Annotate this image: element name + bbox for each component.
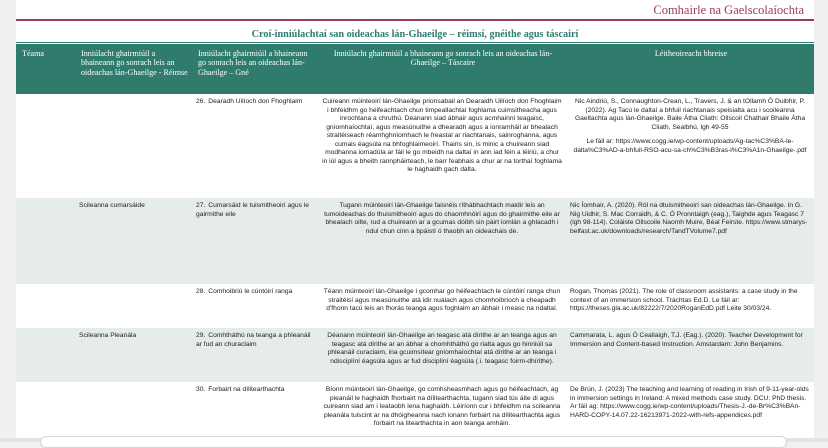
cell-theme — [16, 284, 75, 328]
reading-link: Le fáil ar: https://www.cogg.ie/wp-content/uploads/Ag-tac%C3%BA-le-dalta%C3%AD-a-bhfuil-RSO-acu-sa-ch%C3%B3ras-l%C3%A1n-Ghaeilge-.pdf — [573, 138, 807, 154]
cell-aspect — [192, 94, 318, 198]
cell-reading: Nic Íomhair, A. (2020). Ról na dtuismitheoirí san oideachas lán-Ghaeilge. In G. Nig Uidhir, S. Mac Corraidh, & C. Ó Pronntaigh (eag.), Taighde agus Teagasc 7 (lgh 98-114). Coláiste Ollscoile Naomh Muire, Béal Feirste. https://www.stmarys-belfast.ac.uk/downloads/research/TandTVolume7.pdf — [566, 198, 814, 284]
aspect-label: Comhoibriú le cúntóirí ranga — [208, 288, 293, 295]
aspect-label: Dearadh Uilíoch don Fhoghlaim — [208, 98, 303, 105]
cell-theme — [16, 94, 75, 198]
cell-theme — [16, 198, 75, 284]
column-header-aspect: Inniúlacht ghairmiúil a bhaineann go sonrach leis an oideachas lán-Ghaeilge – Gné — [192, 44, 318, 94]
brand-name: Comhairle na Gaelscolaíochta — [653, 3, 804, 17]
aspect-label: Comhtháthú na teanga a phleanáil ar fud an churaclaim — [196, 332, 311, 348]
page-title: Croí-inniúlachtaí san oideachas lán-Ghaeilge – réimsí, gnéithe agus táscairí — [251, 29, 579, 40]
column-header-domain: Inniúlacht ghairmiúil a bhaineann go sonrach leis an oideachas lán-Ghaeilge - Réimse — [75, 44, 192, 94]
table-header-row — [16, 44, 814, 94]
table-row — [16, 328, 814, 382]
cell-domain — [75, 284, 192, 328]
cell-indicator: Téann múinteoirí lán-Ghaeilge i gcomhar go héifeachtach le cúntóirí ranga chun straitéisí agus measúnuithe atá idir nuálach agus chomhoibríoch a cheapadh d'fhonn tacú leis an fhorás teanga agus foghlaim an ábhair i measc na ndaltaí. — [323, 288, 561, 312]
reading-citation: Nic Aindriú, S., Connaughton-Crean, L., Travers, J. & an tOllamh Ó Duibhir, P. (2022). Ag Tacú le daltaí a bhfuil riachtanais speisialta acu i scoileanna Gaeltachta agus lán-Ghaeilge. Baile Átha Cliath: Ollscoil Chathair Bhaile Átha Cliath, Sealbhú, lgh 49-55 — [574, 98, 806, 131]
table-row — [16, 198, 814, 284]
aspect-label: Cumarsáid le tuismitheoirí agus le gairmithe eile — [196, 202, 310, 218]
table-row — [16, 382, 814, 442]
cell-aspect — [192, 382, 318, 442]
aspect-number: 26. — [196, 98, 206, 105]
table-row — [16, 284, 814, 328]
aspect-number: 27. — [196, 202, 206, 209]
aspect-number: 30. — [196, 386, 206, 393]
cell-reading: Rogan, Thomas (2021). The role of classroom assistants: a case study in the context of an immersion school. Tráchtas Ed.D. Le fáil ar: https://theses.gla.ac.uk/82222/7/2020RoganEdD.pdf Léite 30/03/24. — [570, 288, 798, 312]
cell-domain: Scileanna Pleanála — [75, 328, 192, 382]
cell-indicator: Cuireann múinteoirí lán-Ghaeilge prionsabail an Dearaidh Uilíoch don Fhoghlaim i bhfeidhm go héifeachtach chun timpeallachtaí foghlama cuimsitheacha agus inrochtana a chruthú. Déanann siad ábhair agus acmhainní teagaisc, gníomhaíochtaí, agus measúnuithe a dhearadh agus a ionramháil ar bhealach straitéiseach réamhghníomhach le freastal ar riachtanais, sainroghanna, agus cumais éagsúla na bhfoghlaimeoirí. Thairis sin, is minic a chuireann siad modhanna iomadúla ar fáil le go mbeidh na daltaí in ann iad féin a léiriú, a chur in iúl agus a bheith rannpháirteach, le barr feabhais a chur ar na torthaí foghlama le haghaidh gach dalta. — [322, 98, 562, 173]
cell-aspect — [192, 198, 318, 284]
competencies-table — [16, 44, 814, 442]
cell-indicator: Tugann múinteoirí lán-Ghaeilge faisnéis ríthábhachtach maidir leis an tumoideachas do thuismitheoirí agus do chaomhnóirí agus do ghairmithe eile ar bhealach oilte, rud a chuireann ar a gcumas dóibh sin páirt iomlán a ghlacadh i ndul chun cinn a bpáistí ó thaobh an oideachais de. — [318, 198, 566, 284]
cell-indicator: Déanann múinteoirí lán-Ghaeilge an teagasc atá dírithe ar an teanga agus an teagasc atá dírithe ar an ábhar a chomhtháthú go rialta agus go hinniúil sa phleanáil curaclaim, ina gcuimsítear gníomhaíochtaí atá dírithe ar an teanga i ndisciplíní éagsúla agus ar fud disciplíní éagsúla (.i. teagasc foirm-dhírithe). — [318, 328, 566, 382]
table-row — [16, 94, 814, 198]
aspect-number: 28. — [196, 288, 206, 295]
cell-reading: De Brún, J. (2023) The teaching and learning of reading in Irish of 9-11-year-olds in immersion settings in Ireland: A mixed methods case study. DCU: PhD thesis. Ar fáil ag: https://www.cogg.ie/wp-content/uploads/Thesis-J.-de-Br%C3%BAn-HARD-COPY-14.07.22-16213971-2022-with-refs-appendices.pdf — [570, 386, 809, 419]
column-header-theme: Téama — [16, 44, 75, 94]
column-header-indicator: Inniúlacht ghairmiúil a bhaineann go sonrach leis an oideachas lán-Ghaeilge – Táscaire — [318, 44, 566, 94]
aspect-label: Forbairt na dílitearthachta — [208, 386, 285, 393]
title-divider — [16, 42, 814, 43]
cell-domain: Scileanna cumarsáide — [75, 198, 192, 284]
brand-divider — [16, 19, 814, 21]
cell-reading: Cammarata, L. agus Ó Ceallaigh, T.J. (Eag.). (2020). Teacher Development for Immersion and Content-based Instruction. Amstardam: John Benjamins. — [566, 328, 814, 382]
aspect-number: 29. — [196, 332, 206, 339]
cell-domain — [75, 94, 192, 198]
column-header-reading: Léitheoireacht bhreise — [566, 44, 814, 94]
document-page — [16, 0, 814, 442]
cell-indicator: Bíonn múinteoirí lán-Ghaeilge, go comhsheasmhach agus go héifeachtach, ag pleanáil le haghaidh fhorbairt na dílitearthachta, tugann siad tús áite di agus cuireann siad am i leataobh lena haghaidh. Léiríonn cur i bhfeidhm na scileanna pleanála tuiscint ar na dhóigheanna nach ionann forbairt na dílitearthachta agus forbairt na litearthachta in aon teanga amháin. — [323, 386, 561, 427]
cell-reading — [566, 94, 814, 198]
cell-aspect — [192, 328, 318, 382]
cell-domain — [75, 382, 192, 442]
cell-theme — [16, 382, 75, 442]
viewer-toolbar[interactable] — [40, 436, 787, 448]
cell-aspect — [192, 284, 318, 328]
cell-theme — [16, 328, 75, 382]
